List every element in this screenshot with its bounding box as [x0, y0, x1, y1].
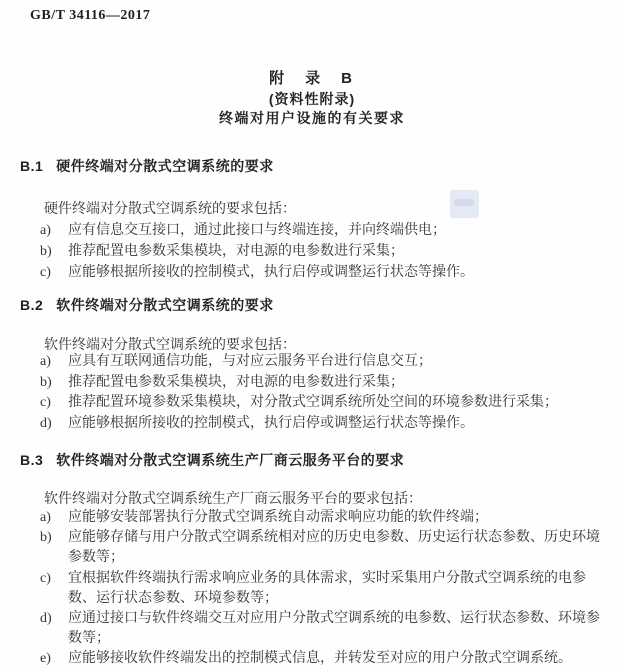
list-item — [40, 373, 610, 394]
list-item — [40, 649, 610, 669]
list-item-marker: c) — [40, 570, 51, 586]
list-item-marker: b) — [40, 374, 52, 390]
list-item-text: 应能够根据所接收的控制模式，执行启停或调整运行状态等操作。 — [68, 265, 474, 280]
list-item-marker: e) — [40, 651, 51, 667]
standard-number: GB/T 34116—2017 — [30, 8, 151, 23]
list-item — [40, 569, 610, 609]
watermark-mark — [454, 199, 474, 206]
appendix-title: 附 录 B — [269, 70, 355, 87]
list-item — [40, 262, 610, 283]
list-item-text: 宜根据软件终端执行需求响应业务的具体需求，实时采集用户分散式空调系统的电参数、运行状态参数、环境参数等； — [68, 570, 586, 606]
list-item-marker: a) — [40, 223, 51, 238]
list-item-text: 应有信息交互接口，通过此接口与终端连接，并向终端供电； — [68, 223, 446, 238]
section-heading-b2 — [20, 295, 274, 315]
section-title: 软件终端对分散式空调系统的要求 — [56, 297, 274, 313]
list-item — [40, 393, 610, 414]
list-item-text: 应具有互联网通信功能，与对应云服务平台进行信息交互； — [68, 354, 432, 369]
list-item — [40, 414, 610, 435]
section-title: 硬件终端对分散式空调系统的要求 — [56, 158, 274, 174]
list-item — [40, 609, 610, 649]
list-item-text: 应能够接收软件终端发出的控制模式信息，并转发至对应的用户分散式空调系统。 — [68, 651, 572, 667]
list-item-marker: a) — [40, 354, 51, 369]
section-number: B.1 — [20, 158, 44, 174]
list-item-marker: b) — [40, 244, 52, 259]
list-item — [40, 241, 610, 262]
section-heading-b3 — [20, 450, 404, 470]
list-item — [40, 508, 610, 528]
section-title: 软件终端对分散式空调系统生产厂商云服务平台的要求 — [56, 452, 405, 468]
appendix-heading: 终端对用户设施的有关要求 — [219, 110, 405, 126]
section-intro-b2: 软件终端对分散式空调系统的要求包括： — [44, 338, 296, 353]
section-items-b2 — [40, 352, 610, 434]
list-item-text: 应能够根据所接收的控制模式，执行启停或调整运行状态等操作。 — [68, 415, 474, 431]
list-item-text: 推荐配置电参数采集模块，对电源的电参数进行采集； — [68, 374, 404, 390]
list-item-marker: d) — [40, 611, 52, 627]
list-item — [40, 352, 610, 373]
section-items-b1 — [40, 220, 610, 283]
list-item-text: 应能够存储与用户分散式空调系统相对应的历史电参数、历史运行状态参数、历史环境参数等； — [68, 530, 600, 566]
list-item-text: 推荐配置电参数采集模块，对电源的电参数进行采集； — [68, 244, 404, 259]
section-number: B.2 — [20, 297, 44, 313]
list-item-text: 推荐配置环境参数采集模块，对分散式空调系统所处空间的环境参数进行采集； — [68, 395, 558, 410]
list-item — [40, 528, 610, 568]
list-item-marker: c) — [40, 395, 51, 410]
section-heading-b1 — [20, 156, 274, 176]
watermark-stamp — [450, 190, 479, 218]
list-item-marker: b) — [40, 530, 52, 546]
list-item-text: 应能够安装部署执行分散式空调系统自动需求响应功能的软件终端； — [68, 510, 488, 525]
section-intro-b1: 硬件终端对分散式空调系统的要求包括： — [44, 202, 296, 217]
list-item-text: 应通过接口与软件终端交互对应用户分散式空调系统的电参数、运行状态参数、环境参数等； — [68, 611, 600, 647]
appendix-subtitle: (资料性附录) — [268, 91, 356, 107]
list-item-marker: c) — [40, 265, 51, 280]
list-item — [40, 220, 610, 241]
section-number: B.3 — [20, 452, 44, 468]
section-intro-b3: 软件终端对分散式空调系统生产厂商云服务平台的要求包括： — [44, 492, 422, 507]
section-items-b3 — [40, 508, 610, 670]
list-item-marker: d) — [40, 415, 52, 431]
list-item-marker: a) — [40, 510, 51, 525]
